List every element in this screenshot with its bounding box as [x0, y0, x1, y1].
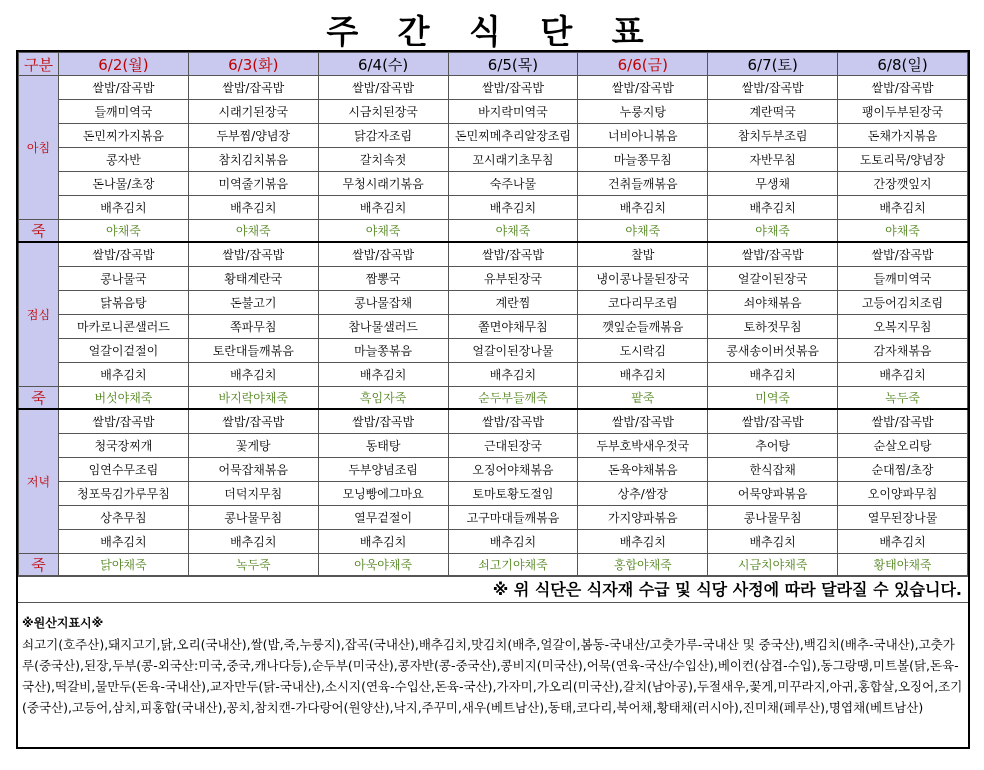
menu-cell: 오이양파무침 — [838, 482, 968, 506]
menu-cell: 숙주나물 — [448, 172, 578, 196]
menu-cell: 계란찜 — [448, 291, 578, 315]
weekly-menu-frame — [16, 50, 970, 749]
menu-cell: 배추김치 — [188, 363, 318, 387]
menu-cell: 쌀밥/잡곡밥 — [708, 409, 838, 434]
juk-cell: 흑임자죽 — [318, 387, 448, 410]
menu-cell: 쌀밥/잡곡밥 — [318, 409, 448, 434]
menu-row — [19, 267, 968, 291]
menu-cell: 근대된장국 — [448, 434, 578, 458]
menu-cell: 배추김치 — [708, 196, 838, 220]
juk-cell: 야채죽 — [448, 220, 578, 243]
menu-cell: 마늘쫑무침 — [578, 148, 708, 172]
menu-cell: 돈민찌가지볶음 — [59, 124, 189, 148]
menu-cell: 참나물샐러드 — [318, 315, 448, 339]
menu-cell: 고구마대들깨볶음 — [448, 506, 578, 530]
menu-row — [19, 196, 968, 220]
menu-cell: 꽃게탕 — [188, 434, 318, 458]
juk-cell: 야채죽 — [578, 220, 708, 243]
menu-cell: 참치두부조림 — [708, 124, 838, 148]
menu-cell: 토마토황도절임 — [448, 482, 578, 506]
menu-cell: 배추김치 — [448, 363, 578, 387]
menu-cell: 닭감자조림 — [318, 124, 448, 148]
menu-cell: 쌀밥/잡곡밥 — [708, 76, 838, 100]
menu-cell: 쌀밥/잡곡밥 — [318, 76, 448, 100]
header-day: 6/3(화) — [188, 53, 318, 76]
menu-cell: 오징어야채볶음 — [448, 458, 578, 482]
menu-cell: 콩자반 — [59, 148, 189, 172]
menu-cell: 얼갈이된장나물 — [448, 339, 578, 363]
menu-cell: 도시락김 — [578, 339, 708, 363]
menu-cell: 자반무침 — [708, 148, 838, 172]
menu-cell: 닭볶음탕 — [59, 291, 189, 315]
juk-label: 죽 — [19, 387, 59, 410]
menu-cell: 배추김치 — [59, 196, 189, 220]
juk-row — [19, 387, 968, 410]
menu-cell: 가지양파볶음 — [578, 506, 708, 530]
header-day: 6/6(금) — [578, 53, 708, 76]
menu-cell: 콩나물잡채 — [318, 291, 448, 315]
menu-cell: 쌀밥/잡곡밥 — [708, 242, 838, 267]
header-day: 6/4(수) — [318, 53, 448, 76]
menu-cell: 상추/쌈장 — [578, 482, 708, 506]
menu-row — [19, 124, 968, 148]
menu-cell: 돈채가지볶음 — [838, 124, 968, 148]
meal-label: 점심 — [19, 242, 59, 387]
menu-cell: 건취들깨볶음 — [578, 172, 708, 196]
menu-cell: 두부양념조림 — [318, 458, 448, 482]
menu-cell: 무청시래기볶음 — [318, 172, 448, 196]
menu-cell: 청국장찌개 — [59, 434, 189, 458]
meal-label: 아침 — [19, 76, 59, 220]
menu-cell: 쌀밥/잡곡밥 — [59, 76, 189, 100]
menu-cell: 도토리묵/양념장 — [838, 148, 968, 172]
menu-cell: 열무된장나물 — [838, 506, 968, 530]
menu-cell: 배추김치 — [578, 196, 708, 220]
menu-cell: 계란떡국 — [708, 100, 838, 124]
menu-cell: 배추김치 — [448, 196, 578, 220]
menu-cell: 마카로니콘샐러드 — [59, 315, 189, 339]
menu-cell: 추어탕 — [708, 434, 838, 458]
menu-cell: 돈불고기 — [188, 291, 318, 315]
menu-cell: 배추김치 — [59, 363, 189, 387]
menu-cell: 쌀밥/잡곡밥 — [188, 242, 318, 267]
menu-cell: 상추무침 — [59, 506, 189, 530]
menu-cell: 배추김치 — [838, 363, 968, 387]
juk-label: 죽 — [19, 554, 59, 576]
menu-row — [19, 242, 968, 267]
weekly-menu-table — [18, 52, 968, 576]
juk-cell: 팥죽 — [578, 387, 708, 410]
origin-title: ※원산지표시※ — [22, 616, 104, 630]
menu-cell: 무생채 — [708, 172, 838, 196]
menu-cell: 배추김치 — [188, 196, 318, 220]
menu-cell: 누룽지탕 — [578, 100, 708, 124]
menu-cell: 마늘쫑볶음 — [318, 339, 448, 363]
menu-cell: 쌀밥/잡곡밥 — [59, 242, 189, 267]
menu-cell: 쌀밥/잡곡밥 — [448, 76, 578, 100]
menu-cell: 쌀밥/잡곡밥 — [448, 409, 578, 434]
menu-cell: 쌀밥/잡곡밥 — [448, 242, 578, 267]
menu-cell: 토하젓무침 — [708, 315, 838, 339]
menu-cell: 얼갈이겉절이 — [59, 339, 189, 363]
menu-cell: 쫄면야채무침 — [448, 315, 578, 339]
menu-cell: 간장깻잎지 — [838, 172, 968, 196]
juk-cell: 황태야채죽 — [838, 554, 968, 576]
menu-cell: 돈민찌메추리알장조림 — [448, 124, 578, 148]
juk-label: 죽 — [19, 220, 59, 243]
juk-cell: 시금치야채죽 — [708, 554, 838, 576]
juk-cell: 순두부들깨죽 — [448, 387, 578, 410]
menu-cell: 순대찜/초장 — [838, 458, 968, 482]
menu-cell: 꼬시래기초무침 — [448, 148, 578, 172]
menu-cell: 쌀밥/잡곡밥 — [59, 409, 189, 434]
menu-row — [19, 100, 968, 124]
menu-cell: 배추김치 — [578, 363, 708, 387]
menu-cell: 너비아니볶음 — [578, 124, 708, 148]
menu-cell: 코다리무조림 — [578, 291, 708, 315]
juk-cell: 녹두죽 — [188, 554, 318, 576]
menu-cell: 미역줄기볶음 — [188, 172, 318, 196]
menu-cell: 배추김치 — [578, 530, 708, 554]
menu-cell: 깻잎순들깨볶음 — [578, 315, 708, 339]
menu-cell: 배추김치 — [59, 530, 189, 554]
menu-row — [19, 409, 968, 434]
menu-cell: 두부호박새우젓국 — [578, 434, 708, 458]
juk-row — [19, 220, 968, 243]
menu-row — [19, 339, 968, 363]
menu-cell: 시금치된장국 — [318, 100, 448, 124]
juk-cell: 야채죽 — [838, 220, 968, 243]
meal-label: 저녁 — [19, 409, 59, 554]
juk-row — [19, 554, 968, 576]
menu-cell: 짬뽕국 — [318, 267, 448, 291]
menu-change-notice: ※ 위 식단은 식자재 수급 및 식당 사정에 따라 달라질 수 있습니다. — [18, 576, 968, 602]
menu-cell: 배추김치 — [708, 363, 838, 387]
menu-cell: 바지락미역국 — [448, 100, 578, 124]
menu-cell: 유부된장국 — [448, 267, 578, 291]
juk-cell: 버섯야채죽 — [59, 387, 189, 410]
juk-cell: 야채죽 — [59, 220, 189, 243]
menu-cell: 쌀밥/잡곡밥 — [838, 242, 968, 267]
menu-row — [19, 506, 968, 530]
menu-cell: 찰밥 — [578, 242, 708, 267]
menu-cell: 배추김치 — [318, 196, 448, 220]
menu-cell: 쌀밥/잡곡밥 — [578, 409, 708, 434]
menu-cell: 쌀밥/잡곡밥 — [188, 76, 318, 100]
menu-cell: 배추김치 — [188, 530, 318, 554]
menu-cell: 한식잡채 — [708, 458, 838, 482]
menu-cell: 팽이두부된장국 — [838, 100, 968, 124]
juk-cell: 미역죽 — [708, 387, 838, 410]
menu-cell: 감자채볶음 — [838, 339, 968, 363]
menu-cell: 쌀밥/잡곡밥 — [578, 76, 708, 100]
menu-cell: 콩나물무침 — [708, 506, 838, 530]
menu-cell: 열무겉절이 — [318, 506, 448, 530]
menu-row — [19, 315, 968, 339]
menu-cell: 배추김치 — [318, 363, 448, 387]
header-gubun: 구분 — [19, 53, 59, 76]
menu-cell: 두부찜/양념장 — [188, 124, 318, 148]
menu-row — [19, 458, 968, 482]
menu-cell: 돈나물/초장 — [59, 172, 189, 196]
menu-cell: 들깨미역국 — [59, 100, 189, 124]
menu-cell: 콩나물국 — [59, 267, 189, 291]
juk-cell: 홍합야채죽 — [578, 554, 708, 576]
menu-cell: 순살오리탕 — [838, 434, 968, 458]
menu-cell: 쌀밥/잡곡밥 — [188, 409, 318, 434]
menu-cell: 배추김치 — [838, 530, 968, 554]
menu-row — [19, 76, 968, 100]
menu-cell: 들깨미역국 — [838, 267, 968, 291]
menu-cell: 배추김치 — [838, 196, 968, 220]
menu-cell: 배추김치 — [448, 530, 578, 554]
menu-cell: 청포묵김가루무침 — [59, 482, 189, 506]
menu-row — [19, 148, 968, 172]
menu-row — [19, 363, 968, 387]
juk-cell: 야채죽 — [318, 220, 448, 243]
menu-cell: 임연수무조림 — [59, 458, 189, 482]
menu-cell: 어묵잡채볶음 — [188, 458, 318, 482]
juk-cell: 야채죽 — [188, 220, 318, 243]
menu-row — [19, 530, 968, 554]
menu-cell: 쌀밥/잡곡밥 — [318, 242, 448, 267]
menu-cell: 얼갈이된장국 — [708, 267, 838, 291]
menu-cell: 황태계란국 — [188, 267, 318, 291]
menu-row — [19, 482, 968, 506]
menu-cell: 쌀밥/잡곡밥 — [838, 409, 968, 434]
menu-cell: 참치김치볶음 — [188, 148, 318, 172]
menu-cell: 배추김치 — [318, 530, 448, 554]
page-title: 주 간 식 단 표 — [326, 12, 658, 51]
menu-cell: 쌀밥/잡곡밥 — [838, 76, 968, 100]
menu-cell: 콩새송이버섯볶음 — [708, 339, 838, 363]
menu-cell: 쇠야채볶음 — [708, 291, 838, 315]
header-day: 6/2(월) — [59, 53, 189, 76]
menu-cell: 냉이콩나물된장국 — [578, 267, 708, 291]
menu-cell: 고등어김치조림 — [838, 291, 968, 315]
header-day: 6/5(목) — [448, 53, 578, 76]
menu-cell: 더덕지무침 — [188, 482, 318, 506]
juk-cell: 아욱야채죽 — [318, 554, 448, 576]
origin-info — [18, 602, 968, 747]
menu-row — [19, 172, 968, 196]
juk-cell: 닭야채죽 — [59, 554, 189, 576]
juk-cell: 야채죽 — [708, 220, 838, 243]
header-row — [19, 53, 968, 76]
menu-cell: 시래기된장국 — [188, 100, 318, 124]
menu-cell: 배추김치 — [708, 530, 838, 554]
menu-cell: 갈치속젓 — [318, 148, 448, 172]
menu-cell: 토란대들깨볶음 — [188, 339, 318, 363]
menu-cell: 어묵양파볶음 — [708, 482, 838, 506]
menu-row — [19, 291, 968, 315]
origin-text: 쇠고기(호주산),돼지고기,닭,오리(국내산),쌀(밥,죽,누룽지),잡곡(국내산),배추김치,맛김치(배추,얼갈이,봄동-국내산/고춧가루-국내산 및 중국산),백김치(배추-국내산),고춧가루(중국산),된장,두부(콩-외국산:미국,중국,캐나다등),순두부(미국산),콩자반(콩-중국산),콩비지(미국산),어묵(연육-국산/수입산),베이컨(삼겹-수입),동그랑땡,미트볼(닭,돈육-국산),떡갈비,물만두(돈육-국내산),교자만두(닭-국내산),소시지(연육-수입산,돈육-국산),가자미,가오리(미국산),갈치(남아공),두절새우,꽃게,미꾸라지,아귀,홍합살,오징어,조기(중국산),고등어,삼치,피홍합(국내산),꽁치,참치캔-가다랑어(원양산),낙지,주꾸미,새우(베트남산),동태,코다리,북어채,황태채(러시아),진미채(페루산),명엽채(베트남산) — [22, 637, 963, 715]
menu-cell: 콩나물무침 — [188, 506, 318, 530]
juk-cell: 녹두죽 — [838, 387, 968, 410]
juk-cell: 바지락야채죽 — [188, 387, 318, 410]
header-day: 6/7(토) — [708, 53, 838, 76]
menu-cell: 모닝빵에그마요 — [318, 482, 448, 506]
menu-row — [19, 434, 968, 458]
menu-cell: 동태탕 — [318, 434, 448, 458]
juk-cell: 쇠고기야채죽 — [448, 554, 578, 576]
menu-cell: 쪽파무침 — [188, 315, 318, 339]
menu-cell: 오복지무침 — [838, 315, 968, 339]
header-day: 6/8(일) — [838, 53, 968, 76]
menu-cell: 돈육야채볶음 — [578, 458, 708, 482]
